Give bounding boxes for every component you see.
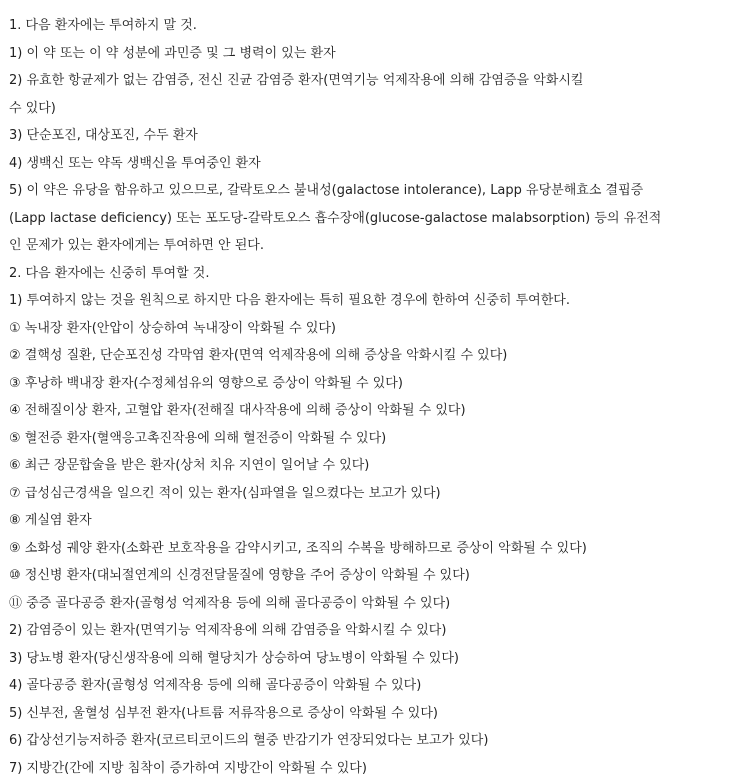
sub-list-item: ③ 후낭하 백내장 환자(수정체섬유의 영향으로 증상이 악화될 수 있다) (9, 375, 403, 391)
list-item: 5) 신부전, 울혈성 심부전 환자(나트륨 저류작용으로 증상이 악화될 수 있다) (9, 705, 438, 721)
sub-list-item: ⑨ 소화성 궤양 환자(소화관 보호작용을 감약시키고, 조직의 수복을 방해하므로 증상이 악화될 수 있다) (9, 540, 587, 556)
sub-list-item: ⑦ 급성심근경색을 일으킨 적이 있는 환자(심파열을 일으켰다는 보고가 있다) (9, 485, 441, 501)
list-item: 2) 감염증이 있는 환자(면역기능 억제작용에 의해 감염증을 악화시킬 수 있다) (9, 623, 447, 638)
list-item-continuation: 인 문제가 있는 환자에게는 투여하면 안 된다. (9, 238, 264, 253)
list-item: 3) 당뇨병 환자(당신생작용에 의해 혈당치가 상승하여 당뇨병이 악화될 수 있다) (9, 650, 459, 666)
precautions-document (9, 12, 741, 782)
sub-list-item: ① 녹내장 환자(안압이 상승하여 녹내장이 악화될 수 있다) (9, 320, 337, 336)
heading-careful-administration: 2. 다음 환자에는 신중히 투여할 것. (9, 265, 210, 281)
heading-contraindications: 1. 다음 환자에는 투여하지 말 것. (9, 18, 197, 33)
sub-list-item: ⑤ 혈전증 환자(혈액응고촉진작용에 의해 혈전증이 악화될 수 있다) (9, 430, 387, 446)
sub-list-item: ⑧ 게실염 환자 (9, 513, 92, 528)
list-item: 4) 골다공증 환자(골형성 억제작용 등에 의해 골다공증이 악화될 수 있다) (9, 678, 422, 693)
sub-list-item: ⑩ 정신병 환자(대뇌절연계의 신경전달물질에 영향을 주어 증상이 악화될 수 있다) (9, 568, 470, 583)
list-item: 4) 생백신 또는 약독 생백신을 투여중인 환자 (9, 155, 261, 171)
list-item-continuation: 수 있다) (9, 100, 56, 116)
sub-list-item: ④ 전해질이상 환자, 고혈압 환자(전해질 대사작용에 의해 증상이 악화될 수 있다) (9, 403, 466, 418)
list-item: 5) 이 약은 유당을 함유하고 있으므로, 갈락토오스 불내성(galactose intolerance), Lapp 유당분해효소 결핍증 (9, 183, 644, 198)
list-item-continuation: (Lapp lactase deficiency) 또는 포도당-갈락토오스 흡수장애(glucose-galactose malabsorption) 등의 유전적 (9, 210, 662, 226)
list-item: 1) 이 약 또는 이 약 성분에 과민증 및 그 병력이 있는 환자 (9, 45, 336, 61)
list-item: 1) 투여하지 않는 것을 원칙으로 하지만 다음 환자에는 특히 필요한 경우에 한하여 신중히 투여한다. (9, 293, 570, 308)
list-item: 7) 지방간(간에 지방 침착이 증가하여 지방간이 악화될 수 있다) (9, 760, 367, 776)
sub-list-item: ⑥ 최근 장문합술을 받은 환자(상처 치유 지연이 일어날 수 있다) (9, 458, 370, 473)
sub-list-item: ⑪ 중증 골다공증 환자(골형성 억제작용 등에 의해 골다공증이 악화될 수 있다) (9, 595, 451, 611)
list-item: 3) 단순포진, 대상포진, 수두 환자 (9, 128, 198, 143)
list-item: 2) 유효한 항균제가 없는 감염증, 전신 진균 감염증 환자(면역기능 억제작용에 의해 감염증을 악화시킬 (9, 73, 584, 88)
list-item: 6) 갑상선기능저하증 환자(코르티코이드의 혈중 반감기가 연장되었다는 보고가 있다) (9, 733, 489, 748)
sub-list-item: ② 결핵성 질환, 단순포진성 각막염 환자(면역 억제작용에 의해 증상을 악화시킬 수 있다) (9, 348, 508, 363)
